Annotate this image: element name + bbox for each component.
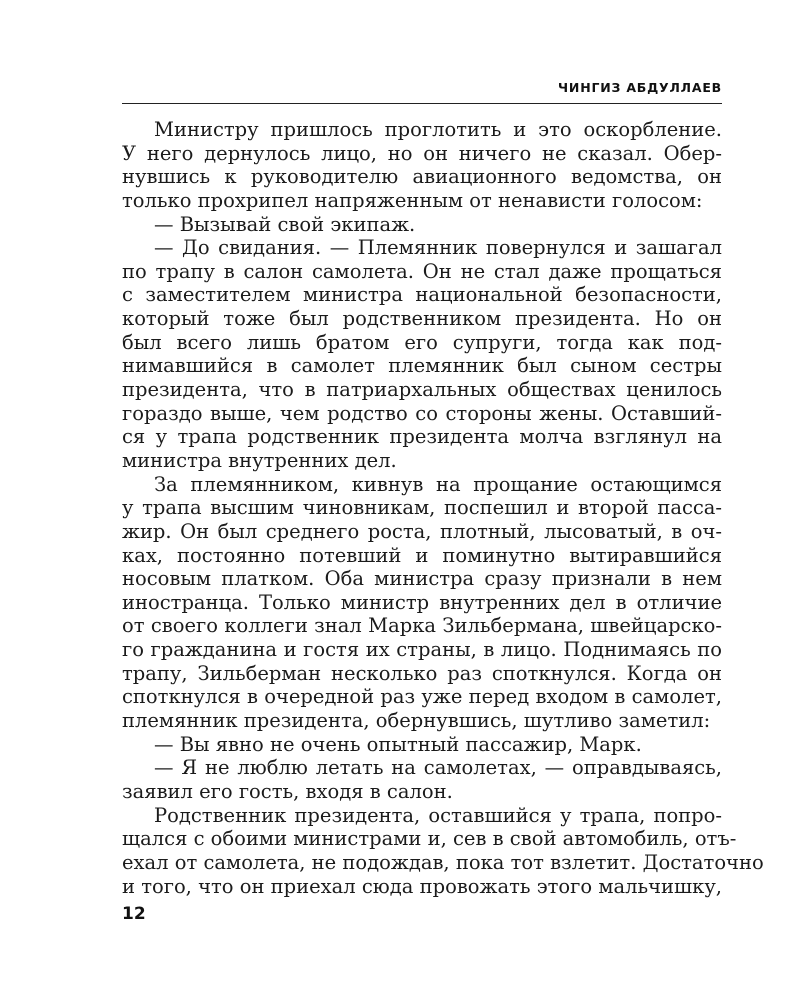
text-line: щался с обоими министрами и, сев в свой автомобиль, отъ-: [122, 827, 737, 851]
text-line: споткнулся в очередной раз уже перед входом в самолет,: [122, 685, 722, 709]
text-line: по трапу в салон самолета. Он не стал даже прощаться: [122, 259, 722, 283]
text-line: — Вызывай свой экипаж.: [154, 212, 416, 236]
text-line: министра внутренних дел.: [122, 448, 397, 472]
text-line: у трапа высшим чиновникам, поспешил и второй пасса-: [122, 496, 722, 520]
text-line: заявил его гость, входя в салон.: [122, 779, 453, 803]
text-line: племянник президента, обернувшись, шутливо заметил:: [122, 709, 711, 733]
text-line: За племянником, кивнув на прощание остающимся: [154, 472, 722, 496]
body-text: [122, 118, 764, 898]
text-line: ся у трапа родственник президента молча взглянул на: [122, 425, 722, 449]
text-line: — Я не люблю летать на самолетах, — оправдываясь,: [154, 756, 722, 780]
text-line: ках, постоянно потевший и поминутно вытиравшийся: [122, 543, 722, 567]
text-line: который тоже был родственником президента. Но он: [122, 307, 722, 331]
text-line: жир. Он был среднего роста, плотный, лысоватый, в оч-: [122, 519, 722, 543]
text-line: с заместителем министра национальной безопасности,: [122, 283, 722, 307]
text-line: нувшись к руководителю авиационного ведомства, он: [122, 165, 722, 189]
text-line: от своего коллеги знал Марка Зильбермана, швейцарско-: [122, 614, 722, 638]
text-line: иностранца. Только министр внутренних дел в отличие: [122, 590, 722, 614]
text-line: го гражданина и гостя их страны, в лицо. Поднимаясь по: [122, 638, 722, 662]
text-line: ехал от самолета, не подождав, пока тот взлетит. Достаточно: [122, 850, 764, 874]
running-head-author: ЧИНГИЗ АБДУЛЛАЕВ: [558, 80, 722, 95]
text-line: был всего лишь братом его супруги, тогда как под-: [122, 330, 722, 354]
text-line: носовым платком. Оба министра сразу признали в нем: [122, 567, 722, 591]
text-line: гораздо выше, чем родство со стороны жены. Оставший-: [122, 401, 722, 425]
text-line: Министру пришлось проглотить и это оскорбление.: [154, 118, 722, 141]
text-line: и того, что он приехал сюда провожать этого мальчишку,: [122, 874, 722, 898]
text-line: Родственник президента, оставшийся у трапа, попро-: [154, 803, 722, 827]
text-line: У него дернулось лицо, но он ничего не сказал. Обер-: [122, 141, 722, 165]
text-line: только прохрипел напряженным от ненависти голосом:: [122, 188, 703, 212]
text-line: трапу, Зильберман несколько раз споткнулся. Когда он: [122, 661, 722, 685]
text-line: президента, что в патриархальных обществах ценилось: [122, 378, 722, 402]
text-line: — Вы явно не очень опытный пассажир, Марк.: [154, 732, 642, 756]
header-rule: [122, 103, 722, 104]
text-line: — До свидания. — Племянник повернулся и зашагал: [154, 236, 722, 260]
text-line: нимавшийся в самолет племянник был сыном сестры: [122, 354, 722, 378]
page-number: 12: [122, 904, 146, 924]
